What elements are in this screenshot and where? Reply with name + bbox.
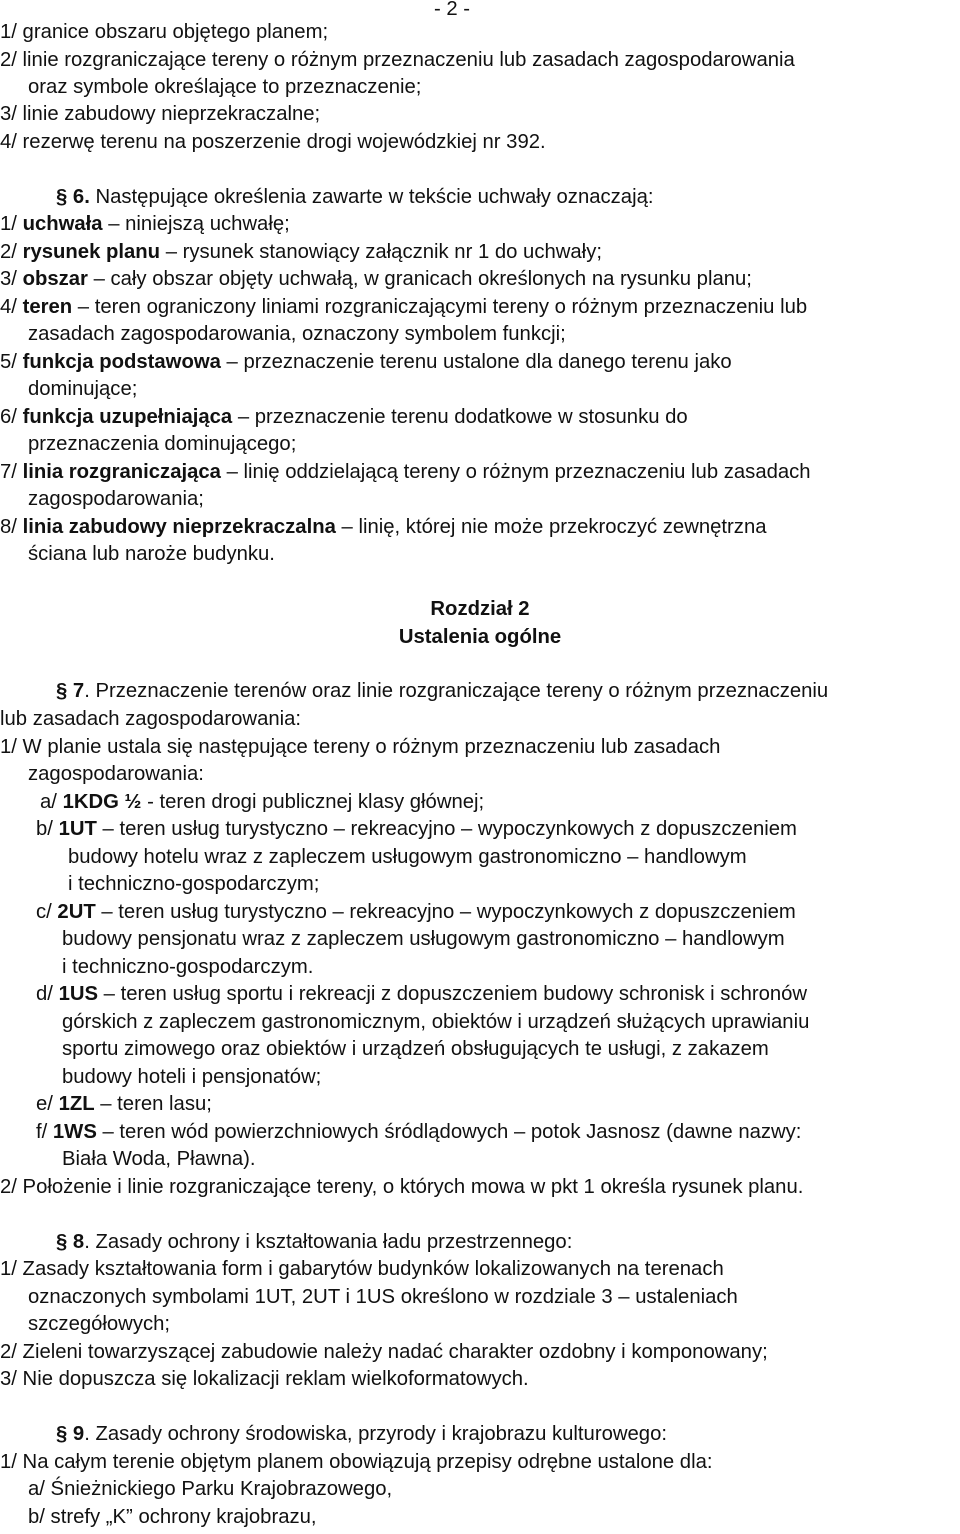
text-line [0,706,301,732]
text-line [0,459,811,485]
text-span: 3/ linie zabudowy nieprzekraczalne; [0,103,321,125]
bold-term: 1WS [52,1121,97,1143]
text-span: 5/ [0,351,23,373]
text-line [28,541,275,567]
text-span: 3/ [0,268,23,290]
text-span: 1/ Zasady kształtowania form i gabarytów budynków lokalizowanych na terenach [0,1258,724,1280]
text-line [68,844,747,870]
bold-term: funkcja uzupełniająca [22,406,233,428]
text-span: przeznaczenia dominującego; [28,433,297,455]
bold-term: 1US [58,983,99,1005]
bold-term: teren [22,296,73,318]
text-line [36,981,807,1007]
text-line [62,1146,256,1172]
text-line [40,789,484,815]
chapter-subtitle: Ustalenia ogólne [398,626,562,648]
text-line [0,1339,768,1365]
text-line [0,211,290,237]
text-line [28,74,421,100]
text-span: – cały obszar objęty uchwałą, w granicach określonych na rysunku planu; [87,268,752,290]
text-span: . Przeznaczenie terenów oraz linie rozgraniczające tereny o różnym przeznaczeniu [84,680,829,702]
text-line [36,1119,801,1145]
text-span: dominujące; [28,378,138,400]
text-span: sportu zimowego oraz obiektów i urządzeń obsługujących te usługi, z zakazem [62,1038,769,1060]
bold-term: 1KDG ½ [62,791,142,813]
text-span: a/ Śnieżnickiego Parku Krajobrazowego, [28,1478,393,1500]
text-line [56,678,828,704]
text-span: – przeznaczenie terenu dodatkowe w stosunku do [232,406,688,428]
text-span: . Zasady ochrony i kształtowania ładu przestrzennego: [84,1231,573,1253]
bold-term: § 6. [56,186,90,208]
text-line [28,486,204,512]
text-span: 4/ [0,296,23,318]
text-span: 7/ [0,461,23,483]
text-span: – linię, której nie może przekroczyć zewnętrzna [335,516,767,538]
text-line [56,184,654,210]
text-span: – teren usług sportu i rekreacji z dopuszczeniem budowy schronisk i schronów [98,983,808,1005]
text-line [0,47,795,73]
bold-term: 1UT [58,818,97,840]
text-span: – teren ograniczony liniami rozgraniczającymi tereny o różnym przeznaczeniu lub [72,296,808,318]
text-span: – teren wód powierzchniowych śródlądowych – potok Jasnosz (dawne nazwy: [96,1121,802,1143]
text-span: budowy hoteli i pensjonatów; [62,1066,322,1088]
text-span: – linię oddzielającą tereny o różnym przeznaczeniu lub zasadach [220,461,811,483]
text-line [0,404,688,430]
text-line [0,734,720,760]
text-line [62,1009,809,1035]
text-span: e/ [36,1093,59,1115]
text-span: – niniejszą uchwałę; [102,213,290,235]
text-span: . Zasady ochrony środowiska, przyrody i krajobrazu kulturowego: [84,1423,667,1445]
text-line [28,1311,170,1337]
text-span: 6/ [0,406,23,428]
text-line [28,321,566,347]
text-line [62,926,785,952]
text-line [62,1064,321,1090]
text-span: – teren usług turystyczno – rekreacyjno – wypoczynkowych z dopuszczeniem [95,901,796,923]
text-span: ściana lub naroże budynku. [28,543,275,565]
text-span: Biała Woda, Pławna). [62,1148,256,1170]
text-span: - teren drogi publicznej klasy głównej; [141,791,485,813]
text-span: zasadach zagospodarowania, oznaczony symbolem funkcji; [28,323,566,345]
text-line [0,19,328,45]
text-span: b/ [36,818,59,840]
text-span: f/ [36,1121,53,1143]
text-span: 2/ Położenie i linie rozgraniczające tereny, o których mowa w pkt 1 określa rysunek planu. [0,1176,804,1198]
text-line [36,816,797,842]
text-span: b/ strefy „K” ochrony krajobrazu, [28,1506,317,1528]
text-span: budowy pensjonatu wraz z zapleczem usługowym gastronomiczno – handlowym [62,928,785,950]
text-line [28,1476,392,1502]
text-span: – rysunek stanowiący załącznik nr 1 do uchwały; [160,241,602,263]
text-line [28,1284,738,1310]
text-span: – przeznaczenie terenu ustalone dla danego terenu jako [220,351,732,373]
text-line [0,294,807,320]
bold-term: linia rozgraniczająca [22,461,221,483]
text-span: a/ [40,791,63,813]
page-number: - 2 - [434,0,471,20]
text-line [28,761,204,787]
text-span: 8/ [0,516,23,538]
text-span: 1/ [0,213,23,235]
text-span: lub zasadach zagospodarowania: [0,708,302,730]
bold-term: § 9 [56,1423,85,1445]
text-line [56,1421,667,1447]
text-span: 2/ [0,241,23,263]
bold-term: 2UT [57,901,96,923]
text-span: 1/ Na całym terenie objętym planem obowiązują przepisy odrębne ustalone dla: [0,1451,713,1473]
bold-term: linia zabudowy nieprzekraczalna [22,516,336,538]
bold-term: rysunek planu [22,241,161,263]
text-span: oraz symbole określające to przeznaczenie; [28,76,422,98]
text-span: 4/ rezerwę terenu na poszerzenie drogi wojewódzkiej nr 392. [0,131,546,153]
text-line [62,954,313,980]
text-span: zagospodarowania: [28,763,204,785]
bold-term: § 7 [56,680,85,702]
text-span: 2/ Zieleni towarzyszącej zabudowie należy nadać charakter ozdobny i komponowany; [0,1341,768,1363]
text-line [0,1256,724,1282]
bold-term: uchwała [22,213,103,235]
text-span: – teren usług turystyczno – rekreacyjno – wypoczynkowych z dopuszczeniem [96,818,797,840]
text-line [36,899,796,925]
text-line [28,1504,317,1530]
text-line [0,514,767,540]
text-span: 1/ W planie ustala się następujące tereny o różnym przeznaczeniu lub zasadach [0,736,721,758]
text-span: 1/ granice obszaru objętego planem; [0,21,329,43]
text-line [68,871,319,897]
bold-term: funkcja podstawowa [22,351,221,373]
text-line [0,266,752,292]
text-line [36,1091,212,1117]
text-span: i techniczno-gospodarczym; [68,873,320,895]
text-line [56,1229,572,1255]
bold-term: § 8 [56,1231,85,1253]
text-line [28,431,296,457]
text-span: c/ [36,901,58,923]
text-line [0,1174,803,1200]
text-line [0,1366,529,1392]
text-span: górskich z zapleczem gastronomicznym, obiektów i urządzeń służących uprawianiu [62,1011,810,1033]
text-span: i techniczno-gospodarczym. [62,956,314,978]
text-span: budowy hotelu wraz z zapleczem usługowym gastronomiczno – handlowym [68,846,747,868]
text-span: – teren lasu; [94,1093,212,1115]
text-span: oznaczonych symbolami 1UT, 2UT i 1US określono w rozdziale 3 – ustaleniach [28,1286,738,1308]
text-line [0,1449,713,1475]
text-span: zagospodarowania; [28,488,204,510]
text-span: 3/ Nie dopuszcza się lokalizacji reklam wielkoformatowych. [0,1368,529,1390]
text-line [0,101,320,127]
text-line [62,1036,769,1062]
bold-term: 1ZL [58,1093,95,1115]
chapter-title: Rozdział 2 [430,598,530,620]
text-span: Następujące określenia zawarte w tekście uchwały oznaczają: [89,186,654,208]
text-span: 2/ linie rozgraniczające tereny o różnym przeznaczeniu lub zasadach zagospodarowania [0,49,795,71]
text-line [0,129,546,155]
text-line [0,349,732,375]
text-span: szczegółowych; [28,1313,171,1335]
bold-term: obszar [22,268,88,290]
text-line [28,376,137,402]
text-span: d/ [36,983,59,1005]
text-line [0,239,602,265]
